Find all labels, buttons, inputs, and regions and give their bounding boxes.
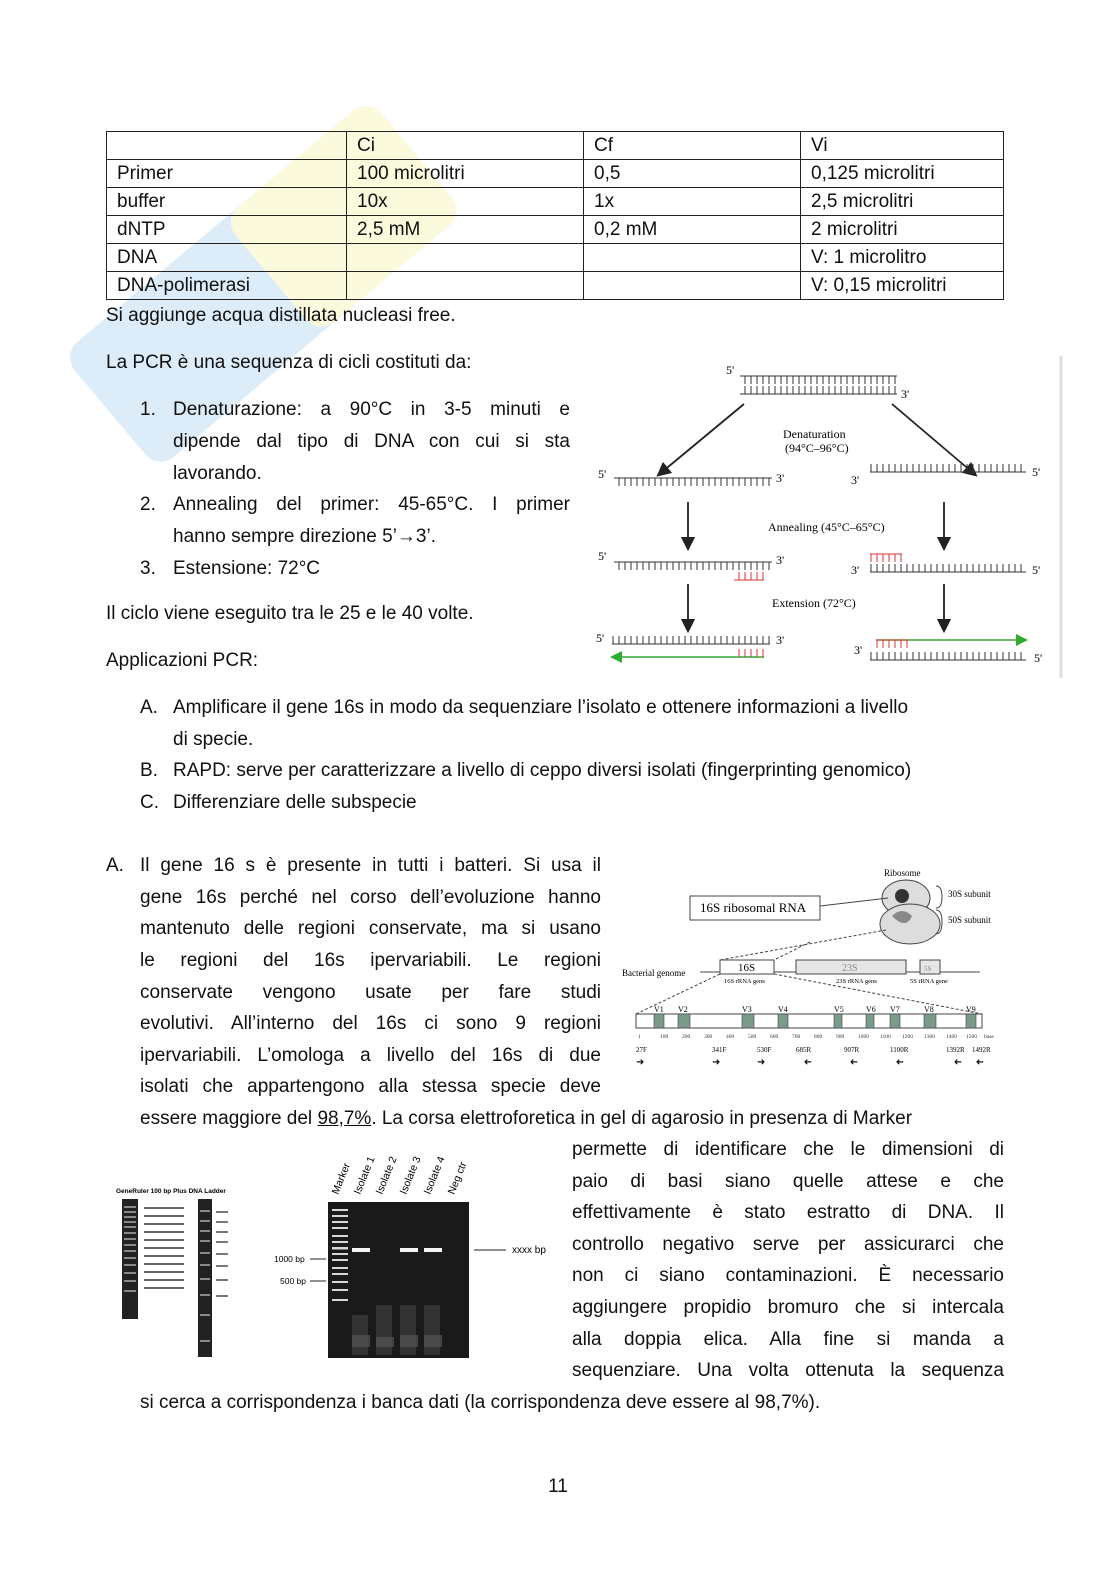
table-header-cell: Cf bbox=[584, 132, 801, 160]
list-marker: C. bbox=[140, 792, 159, 813]
step-text: hanno sempre direzione 5’→3’. bbox=[173, 526, 436, 547]
section-marker: A. bbox=[106, 855, 124, 876]
paragraph-line: permette di identificare che le dimensioni di bbox=[572, 1139, 1004, 1160]
label-5prime: 5' bbox=[598, 467, 607, 481]
gene-23s-label: 23S bbox=[842, 963, 858, 974]
label-3prime: 3' bbox=[851, 473, 860, 487]
primer-label: 1392R bbox=[946, 1046, 965, 1054]
variable-region-label: V7 bbox=[890, 1005, 900, 1014]
label-3prime: 3' bbox=[776, 633, 785, 647]
extension-label: Extension (72°C) bbox=[772, 596, 856, 610]
label-5prime: 5' bbox=[726, 363, 735, 377]
scale-tick: 900 bbox=[836, 1034, 845, 1040]
step-number: 3. bbox=[140, 558, 156, 579]
primer-label: 27F bbox=[636, 1046, 647, 1054]
water-note: Si aggiunge acqua distillata nucleasi free. bbox=[106, 305, 456, 326]
lane-label: Marker bbox=[329, 1161, 354, 1197]
table-row bbox=[107, 216, 1004, 244]
table-cell bbox=[584, 244, 801, 272]
variable-region-label: V9 bbox=[966, 1005, 976, 1014]
list-item: Amplificare il gene 16s in modo da sequenziare l’isolato e ottenere informazioni a livello bbox=[173, 697, 909, 718]
table-cell: buffer bbox=[107, 188, 347, 216]
scale-tick: 1400 bbox=[946, 1034, 957, 1040]
primer-label: 1492R bbox=[972, 1046, 991, 1054]
list-item: RAPD: serve per caratterizzare a livello di ceppo diversi isolati (fingerprinting genomico) bbox=[173, 760, 912, 781]
paragraph-line: Il gene 16 s è presente in tutti i batteri. Si usa il bbox=[140, 855, 601, 876]
cycle-note: Il ciclo viene eseguito tra le 25 e le 40 volte. bbox=[106, 603, 474, 624]
gel-electrophoresis-figure bbox=[112, 1155, 562, 1370]
paragraph-line: effettivamente è stato estratto di DNA. Il bbox=[572, 1202, 1004, 1223]
paragraph-line: sequenziare. Una volta ottenuta la sequenza bbox=[572, 1360, 1004, 1381]
gene-16s-sublabel: 16S rRNA gene bbox=[724, 978, 766, 985]
scale-unit: base bbox=[984, 1034, 994, 1040]
bacterial-genome-label: Bacterial genome bbox=[622, 968, 686, 978]
table-header-cell: Vi bbox=[801, 132, 1004, 160]
list-item: Differenziare delle subspecie bbox=[173, 792, 417, 813]
label-3prime: 3' bbox=[851, 563, 860, 577]
scale-tick: 800 bbox=[814, 1034, 823, 1040]
list-item: di specie. bbox=[173, 729, 254, 750]
svg-text:➜: ➜ bbox=[953, 1057, 962, 1068]
list-marker: B. bbox=[140, 760, 158, 781]
table-cell: 2 microlitri bbox=[801, 216, 1004, 244]
paragraph-line: alla doppia elica. Alla fine si manda a bbox=[572, 1329, 1004, 1350]
denaturation-temp: (94°C–96°C) bbox=[785, 441, 849, 455]
table-cell: 0,125 microlitri bbox=[801, 160, 1004, 188]
primer-label: 341F bbox=[712, 1046, 727, 1054]
scale-tick: 1300 bbox=[924, 1034, 935, 1040]
table-cell bbox=[347, 244, 584, 272]
table-cell: 100 microlitri bbox=[347, 160, 584, 188]
step-text: dipende dal tipo di DNA con cui si sta bbox=[173, 431, 570, 452]
scale-tick: 1000 bbox=[858, 1034, 869, 1040]
lane-label: Isolate 1 bbox=[351, 1155, 378, 1197]
page-number: 11 bbox=[548, 1476, 568, 1497]
table-cell bbox=[347, 272, 584, 300]
table-row bbox=[107, 244, 1004, 272]
variable-region-label: V2 bbox=[678, 1005, 688, 1014]
svg-text:➜: ➜ bbox=[895, 1057, 904, 1068]
text-segment: . La corsa elettroforetica in gel di agarosio in presenza di Marker bbox=[371, 1108, 913, 1129]
step-number: 2. bbox=[140, 494, 156, 515]
label-3prime: 3' bbox=[901, 387, 910, 401]
label-3prime: 3' bbox=[776, 553, 785, 567]
denaturation-label: Denaturation bbox=[783, 427, 846, 441]
scale-tick: 700 bbox=[792, 1034, 801, 1040]
table-cell: DNA bbox=[107, 244, 347, 272]
svg-text:➜: ➜ bbox=[712, 1057, 721, 1068]
lane-label: Neg ctr bbox=[445, 1160, 470, 1197]
paragraph-line: isolati che appartengono alla stessa specie deve bbox=[140, 1076, 601, 1097]
scale-tick: 400 bbox=[726, 1034, 735, 1040]
table-cell: 0,2 mM bbox=[584, 216, 801, 244]
step-text: Denaturazione: a 90°C in 3-5 minuti e bbox=[173, 399, 570, 420]
size-500-label: 500 bp bbox=[280, 1276, 306, 1286]
primer-label: 907R bbox=[844, 1046, 860, 1054]
concentration-table bbox=[106, 131, 1004, 300]
label-3prime: 3' bbox=[854, 643, 863, 657]
gene-23s-sublabel: 23S rRNA gene bbox=[836, 978, 878, 985]
scale-tick: 1500 bbox=[966, 1034, 977, 1040]
step-text: lavorando. bbox=[173, 463, 262, 484]
table-cell: 2,5 mM bbox=[347, 216, 584, 244]
table-row bbox=[107, 160, 1004, 188]
step-number: 1. bbox=[140, 399, 156, 420]
table-header-cell: Ci bbox=[347, 132, 584, 160]
paragraph-line: le regioni del 16s ipervariabili. Le regioni bbox=[140, 950, 601, 971]
svg-text:➜: ➜ bbox=[849, 1057, 858, 1068]
scale-tick: 300 bbox=[704, 1034, 713, 1040]
table-cell: DNA-polimerasi bbox=[107, 272, 347, 300]
table-header-cell bbox=[107, 132, 347, 160]
step-text: Annealing del primer: 45-65°C. I primer bbox=[173, 494, 570, 515]
table-cell: 10x bbox=[347, 188, 584, 216]
table-cell: 1x bbox=[584, 188, 801, 216]
paragraph-line: si cerca a corrispondenza i banca dati (la corrispondenza deve essere al 98,7%). bbox=[140, 1392, 821, 1413]
scale-tick: 500 bbox=[748, 1034, 757, 1040]
scale-tick: 1100 bbox=[880, 1034, 891, 1040]
scale-tick: 600 bbox=[770, 1034, 779, 1040]
table-row bbox=[107, 188, 1004, 216]
paragraph-line: conservate vengono usate per fare studi bbox=[140, 982, 601, 1003]
paragraph-line bbox=[140, 1103, 1004, 1135]
lane-label: Isolate 4 bbox=[421, 1155, 448, 1197]
scale-tick: 100 bbox=[660, 1034, 669, 1040]
table-cell: Primer bbox=[107, 160, 347, 188]
paragraph-line: controllo negativo serve per assicurarci che bbox=[572, 1234, 1004, 1255]
label-3prime: 3' bbox=[776, 471, 785, 485]
svg-text:➜: ➜ bbox=[636, 1057, 645, 1068]
paragraph-line: evolutivi. All’interno del 16s ci sono 9 regioni bbox=[140, 1013, 601, 1034]
label-5prime: 5' bbox=[1032, 465, 1041, 479]
table-cell bbox=[584, 272, 801, 300]
gene-16s-label: 16S bbox=[738, 962, 756, 974]
gene-5s-label: 5S bbox=[924, 965, 932, 973]
svg-text:➜: ➜ bbox=[975, 1057, 984, 1068]
table-row bbox=[107, 272, 1004, 300]
product-size-label: xxxx bp bbox=[512, 1245, 546, 1256]
label-5prime: 5' bbox=[598, 549, 607, 563]
subunit-30s-label: 30S subunit bbox=[948, 889, 991, 899]
paragraph-line: paio di basi siano quelle attese e che bbox=[572, 1171, 1004, 1192]
label-5prime: 5' bbox=[596, 631, 605, 645]
variable-region-label: V4 bbox=[778, 1005, 788, 1014]
underlined-percentage: 98,7% bbox=[317, 1108, 372, 1129]
table-cell: dNTP bbox=[107, 216, 347, 244]
label-5prime: 5' bbox=[1034, 651, 1043, 665]
variable-region-label: V8 bbox=[924, 1005, 934, 1014]
paragraph-line: gene 16s perché nel corso dell’evoluzione hanno bbox=[140, 887, 601, 908]
primer-label: 685R bbox=[796, 1046, 812, 1054]
table-cell: 2,5 microlitri bbox=[801, 188, 1004, 216]
pcr-cycle-diagram bbox=[592, 356, 1064, 678]
subunit-50s-label: 50S subunit bbox=[948, 915, 991, 925]
size-1000-label: 1000 bp bbox=[274, 1254, 305, 1264]
ladder-title: GeneRuler 100 bp Plus DNA Ladder bbox=[116, 1188, 226, 1195]
rrna-callout: 16S ribosomal RNA bbox=[700, 900, 807, 915]
ribosome-label: Ribosome bbox=[884, 868, 921, 878]
text-segment: essere maggiore del bbox=[140, 1108, 318, 1129]
lane-label: Isolate 3 bbox=[397, 1155, 424, 1197]
variable-region-label: V6 bbox=[866, 1005, 876, 1014]
scale-tick: 200 bbox=[682, 1034, 691, 1040]
scale-tick: 1 bbox=[638, 1034, 641, 1040]
label-5prime: 5' bbox=[1032, 563, 1041, 577]
pcr-intro: La PCR è una sequenza di cicli costituti da: bbox=[106, 352, 472, 373]
table-cell: V: 0,15 microlitri bbox=[801, 272, 1004, 300]
paragraph-line: aggiungere propidio bromuro che si intercala bbox=[572, 1297, 1004, 1318]
list-marker: A. bbox=[140, 697, 158, 718]
svg-text:➜: ➜ bbox=[803, 1057, 812, 1068]
paragraph-line: mantenuto delle regioni conservate, ma si usano bbox=[140, 918, 601, 939]
applications-title: Applicazioni PCR: bbox=[106, 650, 259, 671]
variable-region-label: V5 bbox=[834, 1005, 844, 1014]
step-text: Estensione: 72°C bbox=[173, 558, 321, 579]
variable-region-label: V1 bbox=[654, 1005, 664, 1014]
table-cell: 0,5 bbox=[584, 160, 801, 188]
table-cell: V: 1 microlitro bbox=[801, 244, 1004, 272]
annealing-label: Annealing (45°C–65°C) bbox=[768, 520, 885, 534]
scale-tick: 1200 bbox=[902, 1034, 913, 1040]
primer-label: 530F bbox=[757, 1046, 772, 1054]
paragraph-line: non ci siano contaminazioni. È necessario bbox=[572, 1265, 1004, 1286]
variable-region-label: V3 bbox=[742, 1005, 752, 1014]
lane-label: Isolate 2 bbox=[373, 1155, 400, 1197]
rrna-16s-diagram bbox=[620, 866, 1012, 1070]
gene-5s-sublabel: 5S rRNA gene bbox=[910, 978, 948, 985]
table-header-row bbox=[107, 132, 1004, 160]
paragraph-line: ipervariabili. L’omologa a livello del 16s di due bbox=[140, 1045, 601, 1066]
primer-label: 1100R bbox=[890, 1046, 909, 1054]
svg-text:➜: ➜ bbox=[757, 1057, 766, 1068]
